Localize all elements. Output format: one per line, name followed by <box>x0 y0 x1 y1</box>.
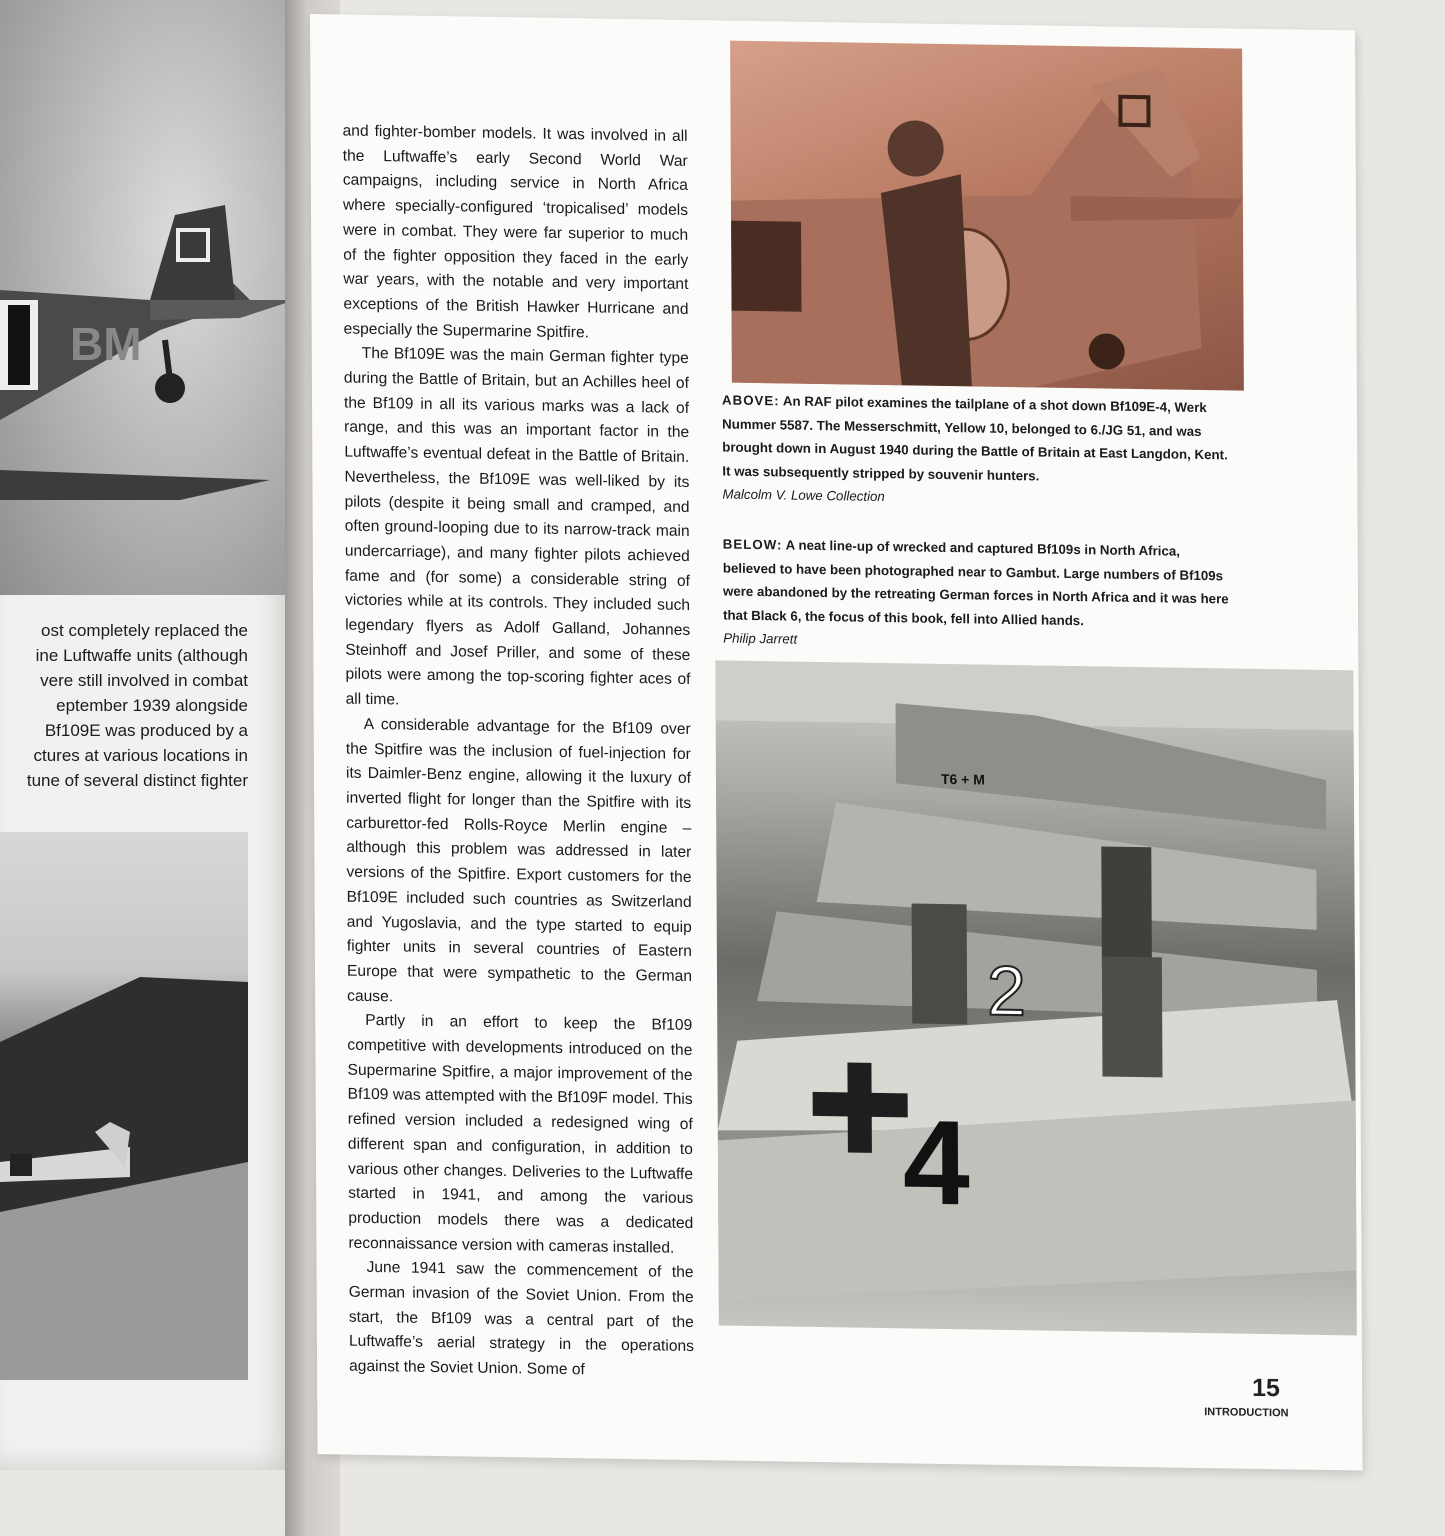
left-page-text <box>0 618 300 793</box>
left-text-line: vere still involved in combat <box>40 671 248 690</box>
left-text-line: ctures at various locations in <box>33 746 248 765</box>
caption-lead: ABOVE: <box>721 392 780 409</box>
body-paragraph: The Bf109E was the main German fighter type during the Battle of Britain, but an Achilles heel of the Bf109 in all its various marks was a lack of range, and this was an important factor in the Luftwaffe’s eventual defeat in the Battle of Britain. Nevertheless, the Bf109E was well-liked by its pilots (despite it being small and cramped, and often ground-looping due to its narrow-track main undercarriage), and many fighter pilots achieved fame and (for some) a considerable string of victories while at its controls. They included such legendary flyers as Adolf Galland, Johannes Steinhoff and Josef Priller, and some of these pilots were among the top-scoring fighter aces of all time. <box>343 345 691 709</box>
right-page <box>310 14 1363 1471</box>
aircraft-in-flight-illustration <box>0 0 300 595</box>
section-title: INTRODUCTION <box>1204 1406 1289 1420</box>
left-text-line: tune of several distinct fighter <box>26 771 248 790</box>
page-number: 15 <box>1252 1373 1280 1403</box>
left-text-line: ine Luftwaffe units (although <box>35 646 248 665</box>
caption-above <box>722 388 1233 514</box>
caption-below <box>723 532 1234 658</box>
left-text-line: eptember 1939 alongside <box>56 696 248 715</box>
body-paragraph: June 1941 saw the commencement of the German invasion of the Soviet Union. From the start, the Bf109 was a central part of the Luftwaffe’s aerial strategy in the operations against the Soviet Union. Some of <box>348 1259 694 1379</box>
aircraft-on-ground-photo <box>0 832 248 1380</box>
aircraft-number-2: 2 <box>986 951 1027 1031</box>
body-paragraph: Partly in an effort to keep the Bf109 competitive with developments introduced on the Supermarine Spitfire, a major improvement of the Bf109 was attempted with the Bf109F model. This refined version included a redesigned wing of different span and configuration, in addition to various other changes. Deliveries to the Luftwaffe started in 1941, and among the various production models there was a dedicated reconnaissance version with cameras installed. <box>347 1012 694 1257</box>
aircraft-code-text: BM <box>70 318 142 370</box>
wrecked-bf109-lineup-photo <box>715 660 1356 1335</box>
tailplane-illustration <box>730 41 1244 391</box>
caption-lead: BELOW: <box>722 536 783 553</box>
photo-credit: Malcolm V. Lowe Collection <box>722 486 885 505</box>
caption-text: A neat line-up of wrecked and captured Bf109s in North Africa, believed to have been photographed near to Gambut. Large numbers of Bf109s were abandoned by the retreating German forces in North Africa and it was here that Black 6, the focus of this book, fell into Allied hands. <box>722 537 1229 628</box>
raf-pilot-tailplane-photo <box>730 41 1244 391</box>
left-page <box>0 0 300 1470</box>
aircraft-in-flight-photo <box>0 0 300 595</box>
body-paragraph: and fighter-bomber models. It was involved in all the Luftwaffe’s early Second World War campaigns, including service in North Africa where specially-configured ‘tropicalised’ models were in combat. They were far superior to much of the fighter opposition they faced in the early war years, with the notable and very important exceptions of the British Hawker Hurricane and especially the Supermarine Spitfire. <box>342 122 689 342</box>
body-paragraph: A considerable advantage for the Bf109 over the Spitfire was the inclusion of fuel-injection for its Daimler-Benz engine, allowing it the luxury of inverted flight for longer than the Spitfire with its carburettor-fed Rolls-Royce Merlin engine – although this problem was addressed in later versions of the Spitfire. Export customers for the Bf109E included such countries as Switzerland and Yugoslavia, and the type started to equip fighter units in several countries of Eastern Europe that were sympathetic to the German cause. <box>345 715 693 1005</box>
lineup-illustration <box>715 660 1356 1335</box>
tail-code-text: T6 + M <box>940 770 985 788</box>
body-text-column <box>343 120 695 1385</box>
cliff-aircraft-illustration <box>0 832 248 1380</box>
caption-text: An RAF pilot examines the tailplane of a shot down Bf109E-4, Werk Nummer 5587. The Messerschmitt, Yellow 10, belonged to 6./JG 51, and was brought down in August 1940 during the Battle of Britain at East Langdon, Kent. It was subsequently stripped by souvenir hunters. <box>722 393 1228 483</box>
photo-credit: Philip Jarrett <box>723 630 798 647</box>
aircraft-number-4: 4 <box>902 1095 971 1231</box>
left-text-line: ost completely replaced the <box>41 621 248 640</box>
left-text-line: Bf109E was produced by a <box>44 721 248 740</box>
